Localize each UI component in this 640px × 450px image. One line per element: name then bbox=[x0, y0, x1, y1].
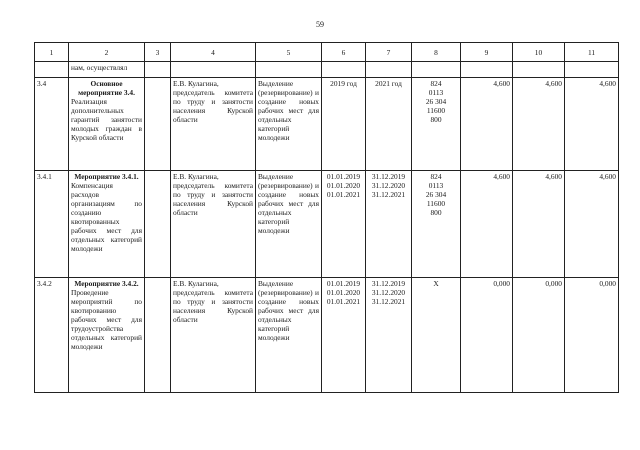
table-row bbox=[35, 171, 619, 278]
start-date-cell: 01.01.2019 01.01.2020 01.01.2021 bbox=[322, 171, 366, 278]
activity-title: Основное мероприятие 3.4. bbox=[78, 79, 135, 97]
value-cell-9: 0,000 bbox=[461, 278, 513, 393]
row-number: 3.4.2 bbox=[35, 278, 69, 393]
value-cell-11: 0,000 bbox=[565, 278, 619, 393]
col3-cell bbox=[145, 78, 171, 171]
start-date-cell: 2019 год bbox=[322, 78, 366, 171]
table-row bbox=[35, 78, 619, 171]
header-cell: 8 bbox=[412, 43, 461, 62]
value-cell-10: 0,000 bbox=[513, 278, 565, 393]
value-cell-10: 4,600 bbox=[513, 171, 565, 278]
activity-title: Мероприятие 3.4.2. bbox=[74, 279, 139, 288]
result-cell: Выделение (резервирование) и создание новых рабочих мест для отдельных категорий молодежи bbox=[256, 278, 322, 393]
activity-title: Мероприятие 3.4.1. bbox=[74, 172, 139, 181]
table-header bbox=[35, 43, 619, 62]
header-cell: 7 bbox=[366, 43, 412, 62]
value-cell-11: 4,600 bbox=[565, 171, 619, 278]
result-cell: Выделение (резервирование) и создание новых рабочих мест для отдельных категорий молодежи bbox=[256, 78, 322, 171]
header-cell: 6 bbox=[322, 43, 366, 62]
activity-description: Компенсация расходов организациям по созданию квотированных рабочих мест для отдельных категорий молодежи bbox=[71, 181, 142, 253]
table-row bbox=[35, 278, 619, 393]
end-date-cell: 31.12.2019 31.12.2020 31.12.2021 bbox=[366, 171, 412, 278]
value-cell-9: 4,600 bbox=[461, 171, 513, 278]
value-cell-11: 4,600 bbox=[565, 78, 619, 171]
responsible-cell: Е.В. Кулагина, председатель комитета по труду и занятости населения Курской области bbox=[171, 78, 256, 171]
responsible-cell: Е.В. Кулагина, председатель комитета по труду и занятости населения Курской области bbox=[171, 171, 256, 278]
header-cell: 3 bbox=[145, 43, 171, 62]
continuation-row bbox=[35, 62, 619, 78]
activity-description: Реализация дополнительных гарантий занятости молодых граждан в Курской области bbox=[71, 97, 142, 142]
program-table bbox=[34, 42, 619, 393]
row-number: 3.4 bbox=[35, 78, 69, 171]
responsible-cell: Е.В. Кулагина, председатель комитета по труду и занятости населения Курской области bbox=[171, 278, 256, 393]
value-cell-10: 4,600 bbox=[513, 78, 565, 171]
end-date-cell: 31.12.2019 31.12.2020 31.12.2021 bbox=[366, 278, 412, 393]
result-cell: Выделение (резервирование) и создание новых рабочих мест для отдельных категорий молодежи bbox=[256, 171, 322, 278]
end-date-cell: 2021 год bbox=[366, 78, 412, 171]
budget-code-cell: 824 0113 26 304 11600 800 bbox=[412, 171, 461, 278]
activity-cell bbox=[69, 171, 145, 278]
col3-cell bbox=[145, 278, 171, 393]
header-cell: 11 bbox=[565, 43, 619, 62]
header-cell: 9 bbox=[461, 43, 513, 62]
activity-cell bbox=[69, 78, 145, 171]
budget-code-cell: X bbox=[412, 278, 461, 393]
header-cell: 1 bbox=[35, 43, 69, 62]
continuation-text: нам, осуществлял bbox=[69, 62, 145, 78]
header-cell: 4 bbox=[171, 43, 256, 62]
start-date-cell: 01.01.2019 01.01.2020 01.01.2021 bbox=[322, 278, 366, 393]
header-cell: 10 bbox=[513, 43, 565, 62]
header-cell: 5 bbox=[256, 43, 322, 62]
activity-description: Проведение мероприятий по квотированию рабочих мест для трудоустройства отдельных категорий молодежи bbox=[71, 288, 142, 351]
col3-cell bbox=[145, 171, 171, 278]
row-number: 3.4.1 bbox=[35, 171, 69, 278]
activity-cell bbox=[69, 278, 145, 393]
header-cell: 2 bbox=[69, 43, 145, 62]
page-number: 59 bbox=[316, 20, 324, 29]
budget-code-cell: 824 0113 26 304 11600 800 bbox=[412, 78, 461, 171]
value-cell-9: 4,600 bbox=[461, 78, 513, 171]
